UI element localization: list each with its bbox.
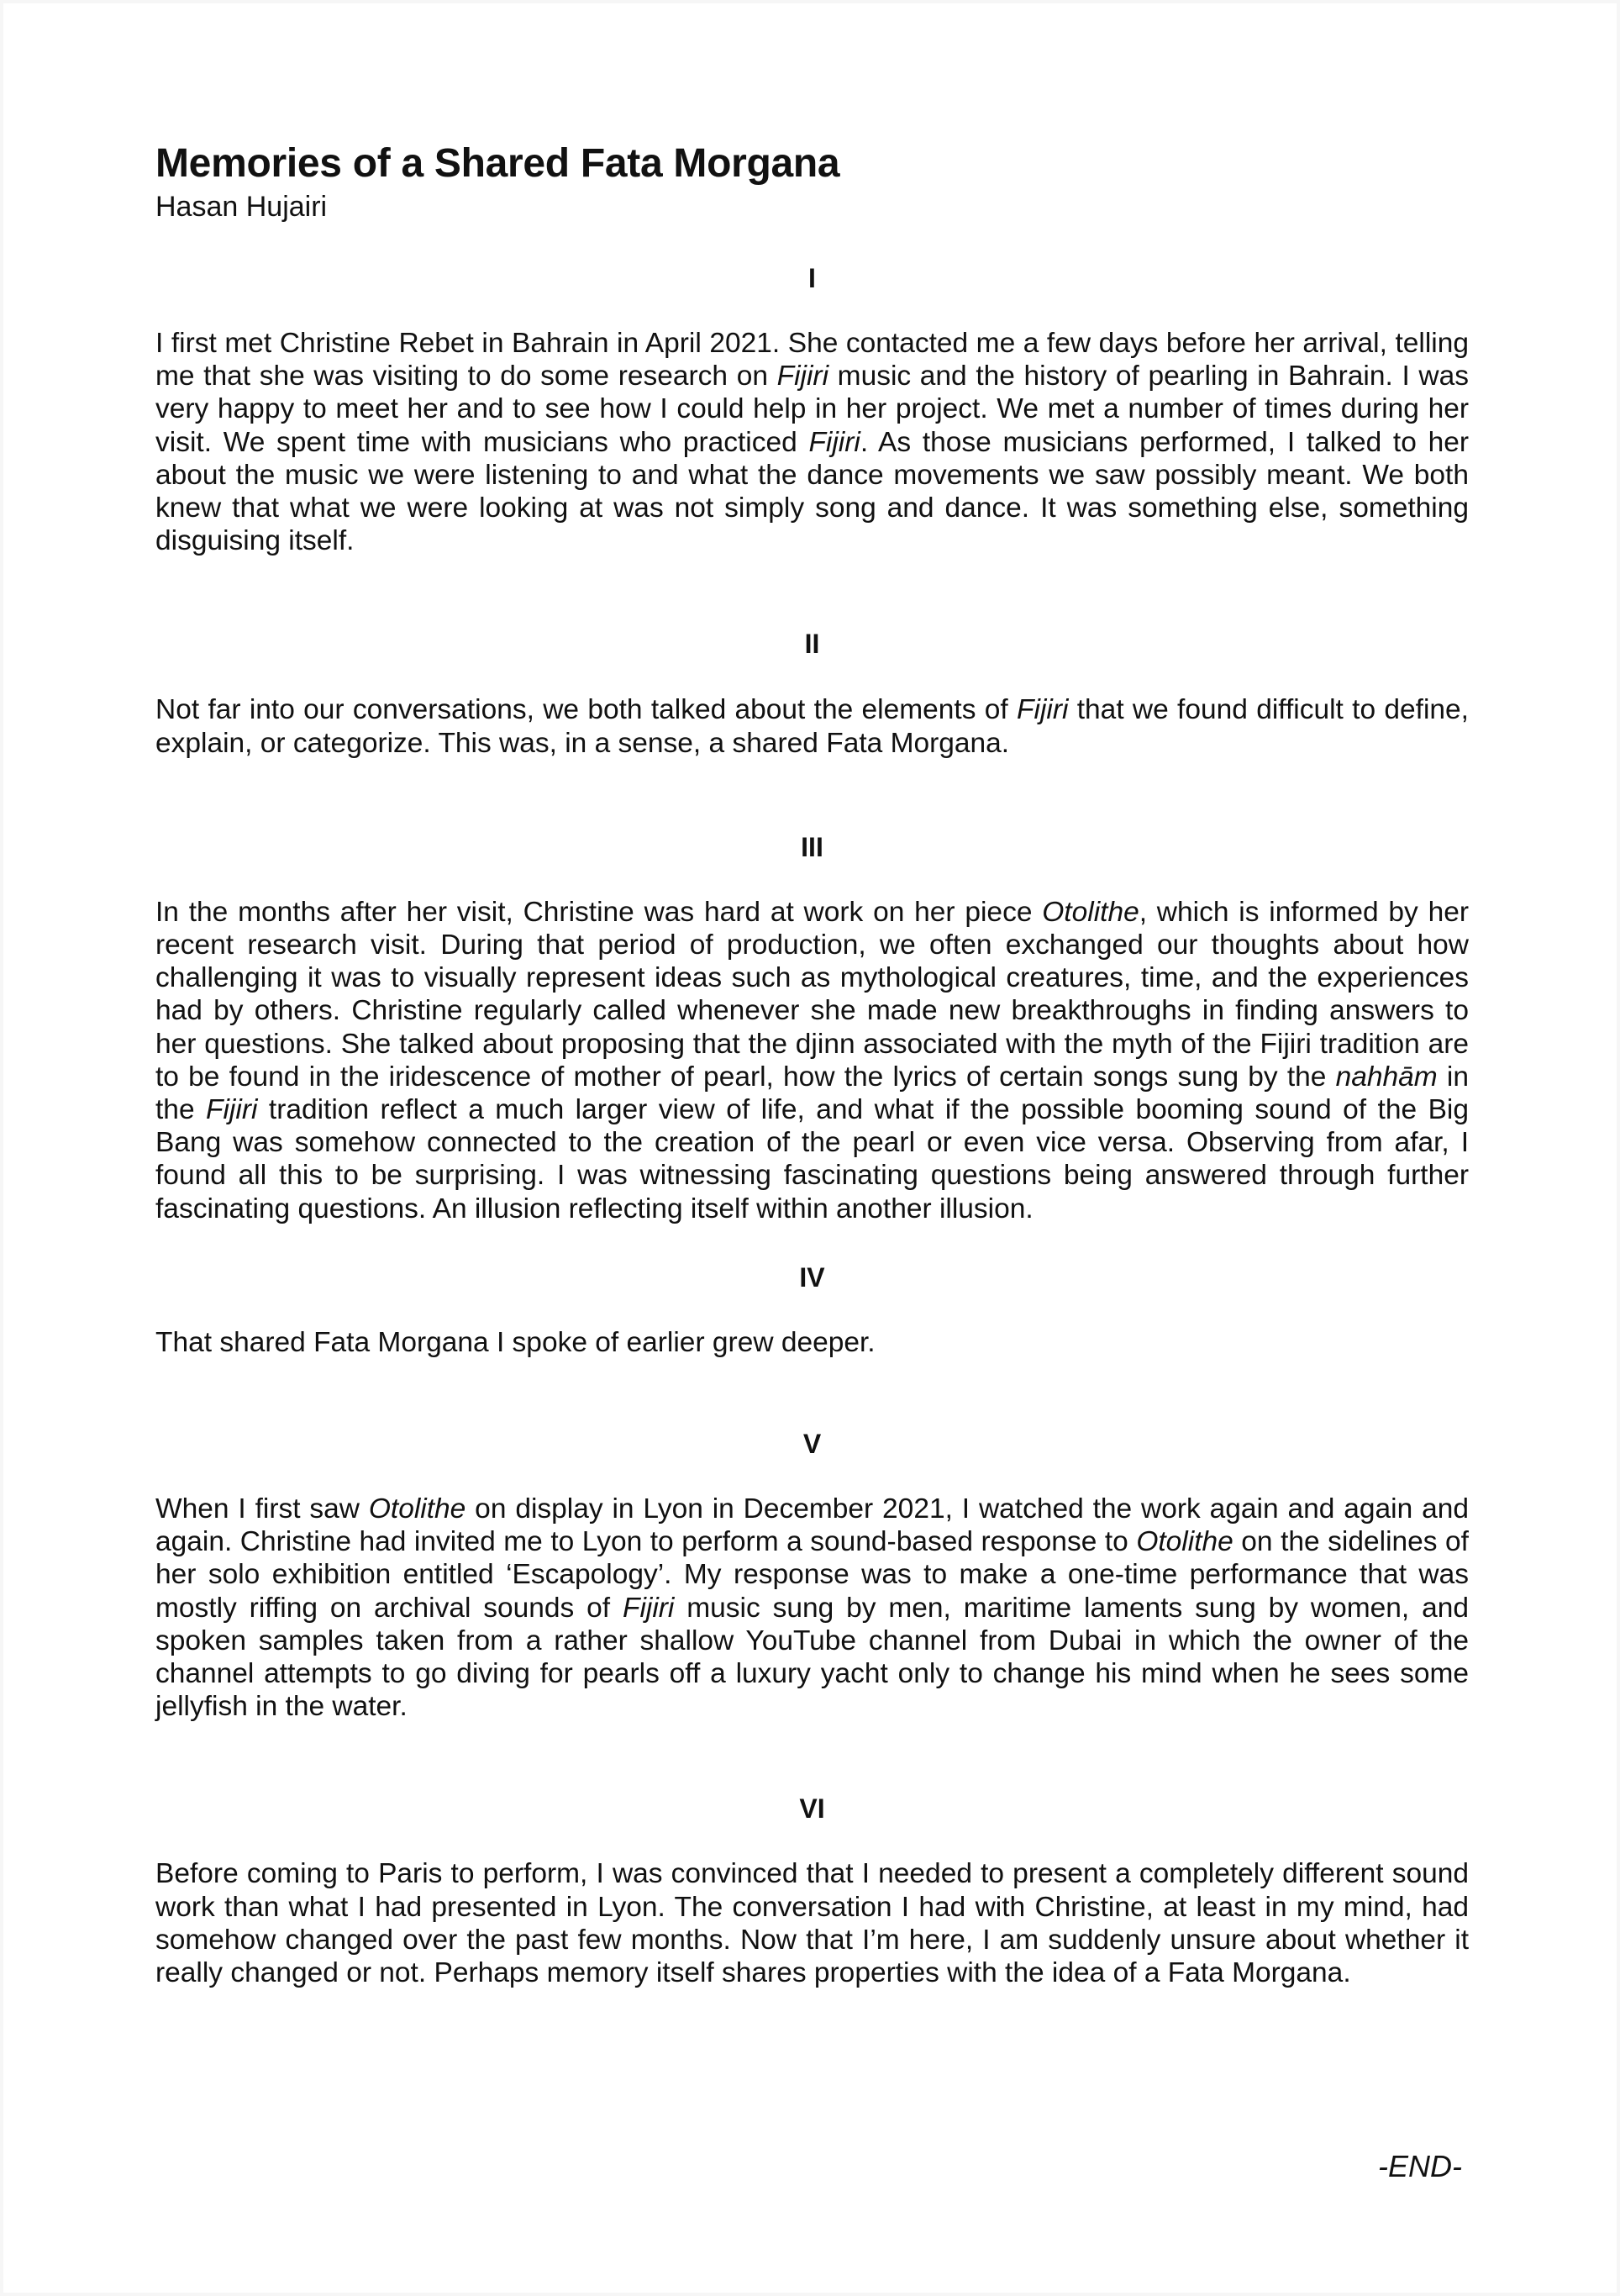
section-label-4: IV: [799, 1261, 825, 1293]
text-run: That shared Fata Morgana I spoke of earlier grew deeper.: [155, 1326, 876, 1358]
document-author: Hasan Hujairi: [155, 191, 328, 223]
italic-term: Fijiri: [776, 361, 829, 392]
section-paragraph-3: [155, 896, 1469, 1225]
text-run: I first met Christine Rebet in Bahrain in April 2021. She contacted me a few days before her arrival, telling me that she was visiting to do some research on: [155, 328, 1469, 392]
document-body: [155, 138, 1469, 1989]
text-run: in the: [155, 1061, 1469, 1126]
text-run: music and the history of pearling in Bahrain. I was very happy to meet her and to see how I could help in her project. We met a number of times during her visit. We spent time with musicians who practiced: [155, 361, 1469, 458]
text-run: on display in Lyon in December 2021, I watched the work again and again and again. Christine had invited me to Lyon to perform a sound-based response to: [155, 1493, 1469, 1558]
italic-term: Otolithe: [1136, 1526, 1233, 1558]
italic-term: Otolithe: [368, 1493, 466, 1525]
section-label-1: I: [808, 263, 816, 293]
section-paragraph-5: [155, 1493, 1469, 1723]
text-run: Before coming to Paris to perform, I was convinced that I needed to present a completely different sound work than what I had presented in Lyon. The conversation I had with Christine, at least in my mind, had somehow changed over the past few months. Now that I’m here, I am suddenly unsure about whether it really changed or not. Perhaps memory itself shares properties with the idea of a Fata Morgana.: [155, 1858, 1469, 1989]
text-run: that we found difficult to define, explain, or categorize. This was, in a sense, a shared Fata Morgana.: [155, 694, 1469, 759]
text-run: Not far into our conversations, we both talked about the elements of: [155, 694, 1018, 726]
section-label-6: VI: [799, 1793, 825, 1825]
section-label-5: V: [802, 1429, 822, 1460]
text-run: tradition reflect a much larger view of life, and what if the possible booming sound of the Big Bang was somehow connected to the creation of the pearl or even vice versa. Observing from afar, I found all this to be surprising. I was witnessing fascinating questions being answered through further fascinating questions. An illusion reflecting itself within another illusion.: [155, 1094, 1469, 1224]
section-paragraph-1: [155, 327, 1469, 557]
document-title: Memories of a Shared Fata Morgana: [155, 141, 840, 186]
italic-term: Fijiri: [808, 426, 860, 458]
section-label-3: III: [801, 831, 823, 862]
text-run: , which is informed by her recent research visit. During that period of production, we often exchanged our thoughts about how challenging it was to visually represent ideas such as mythological creatures, time, and the experiences had by others. Christine regularly called whenever she made new breakthroughs in finding answers to her questions. She talked about proposing that the djinn associated with the myth of the Fijiri tradition are to be found in the iridescence of mother of pearl, how the lyrics of certain songs sung by the: [155, 896, 1469, 1093]
text-run: on the sidelines of her solo exhibition entitled ‘Escapology’. My response was to make a one-time performance that was mostly riffing on archival sounds of: [155, 1526, 1469, 1624]
italic-term: Fijiri: [622, 1592, 675, 1624]
text-run: When I first saw: [155, 1493, 369, 1525]
section-label-2: II: [804, 629, 820, 660]
section-paragraph-4: [155, 1326, 1469, 1359]
italic-term: Fijiri: [206, 1094, 258, 1126]
text-run: . As those musicians performed, I talked to her about the music we were listening to and what the dance movements we saw possibly meant. We both knew that what we were looking at was not simply song and dance. It was something else, something disguising itself.: [155, 426, 1469, 557]
end-marker: -END-: [1378, 2149, 1462, 2183]
italic-term: Fijiri: [1017, 694, 1069, 726]
italic-term: nahhām: [1335, 1061, 1438, 1093]
section-paragraph-6: [155, 1857, 1469, 1989]
italic-term: Otolithe: [1042, 896, 1139, 928]
section-paragraph-2: [155, 693, 1469, 759]
document-page: [3, 3, 1617, 2293]
text-run: In the months after her visit, Christine was hard at work on her piece: [155, 896, 1043, 928]
text-run: music sung by men, maritime laments sung by women, and spoken samples taken from a rather shallow YouTube channel from Dubai in which the owner of the channel attempts to go diving for pearls off a luxury yacht only to change his mind when he sees some jellyfish in the water.: [155, 1592, 1469, 1723]
